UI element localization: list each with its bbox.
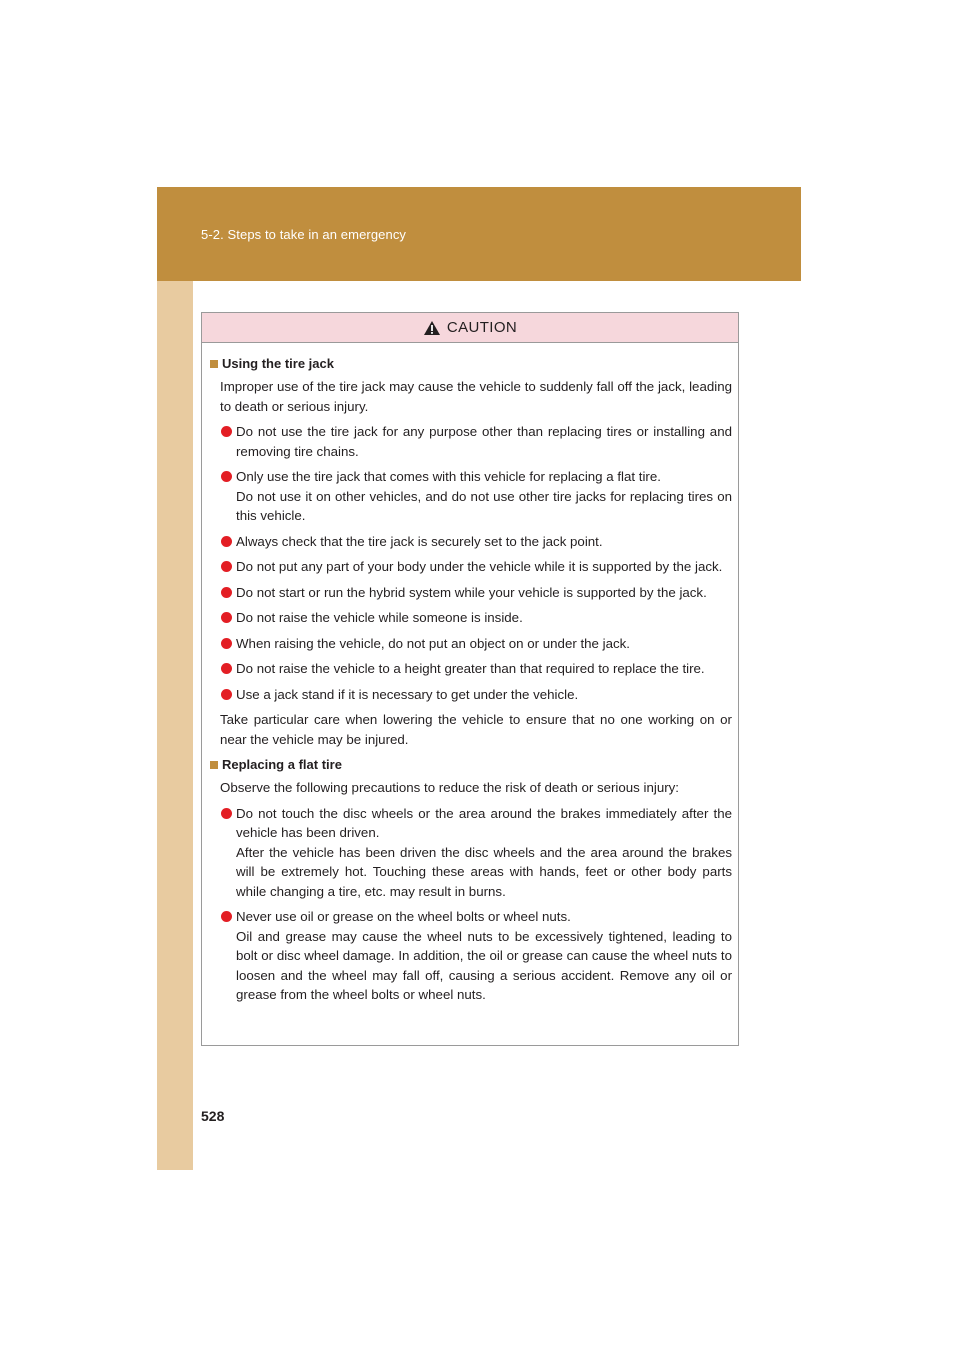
bullet-text: Do not raise the vehicle to a height greater than that required to replace the tire. bbox=[236, 661, 705, 676]
bullet-subtext: After the vehicle has been driven the disc wheels and the area around the brakes will be extremely hot. Touching these areas with hands, feet or other body parts while changing a tire, etc. may result in burns. bbox=[236, 844, 732, 899]
list-item bbox=[220, 685, 732, 705]
list-item bbox=[220, 557, 732, 577]
square-bullet-icon bbox=[210, 360, 218, 368]
list-item bbox=[220, 634, 732, 654]
bullet-subtext: Do not use it on other vehicles, and do not use other tire jacks for replacing tires on this vehicle. bbox=[236, 488, 732, 523]
intro-paragraph: Improper use of the tire jack may cause the vehicle to suddenly fall off the jack, leading to death or serious injury. bbox=[220, 379, 732, 414]
section-heading bbox=[210, 354, 732, 373]
bullet-text: Never use oil or grease on the wheel bolts or wheel nuts. bbox=[236, 909, 571, 924]
bullet-text: Do not touch the disc wheels or the area around the brakes immediately after the vehicle has been driven. bbox=[236, 805, 732, 840]
list-item bbox=[220, 907, 732, 1005]
bullet-dot-icon bbox=[221, 471, 232, 482]
bullet-dot-icon bbox=[221, 536, 232, 547]
bullet-dot-icon bbox=[221, 612, 232, 623]
list-item bbox=[220, 583, 732, 603]
bullet-text: Do not put any part of your body under the vehicle while it is supported by the jack. bbox=[236, 559, 723, 574]
caution-body bbox=[202, 343, 738, 1005]
bullet-text: Always check that the tire jack is securely set to the jack point. bbox=[236, 533, 603, 549]
list-item bbox=[220, 608, 732, 628]
list-item bbox=[220, 467, 732, 526]
bullet-dot-icon bbox=[221, 561, 232, 572]
bullet-dot-icon bbox=[221, 638, 232, 649]
bullet-text: Do not use the tire jack for any purpose other than replacing tires or installing and removing tire chains. bbox=[236, 424, 732, 459]
warning-triangle-icon bbox=[423, 320, 441, 336]
bullet-text: When raising the vehicle, do not put an object on or under the jack. bbox=[236, 635, 630, 651]
bullet-subtext: Oil and grease may cause the wheel nuts to be excessively tightened, leading to bolt or disc wheel damage. In addition, the oil or grease can cause the wheel nuts to loosen and the wheel may fall off, causing a serious accident. Remove any oil or grease from the wheel bolts or wheel nuts. bbox=[236, 928, 732, 1002]
intro-paragraph: Observe the following precautions to reduce the risk of death or serious injury: bbox=[220, 780, 679, 795]
bullet-dot-icon bbox=[221, 911, 232, 922]
section-heading bbox=[210, 755, 732, 774]
bullet-dot-icon bbox=[221, 587, 232, 598]
bullet-text: Do not raise the vehicle while someone is inside. bbox=[236, 610, 523, 625]
list-item bbox=[220, 804, 732, 902]
list-item bbox=[220, 659, 732, 679]
heading-text: Replacing a flat tire bbox=[222, 757, 342, 772]
page-sidebar bbox=[157, 187, 193, 1170]
outro-paragraph: Take particular care when lowering the vehicle to ensure that no one working on or near the vehicle may be injured. bbox=[220, 712, 732, 747]
list-item bbox=[220, 532, 732, 552]
caution-title: CAUTION bbox=[446, 319, 518, 336]
bullet-dot-icon bbox=[221, 808, 232, 819]
caution-box bbox=[201, 312, 739, 1046]
heading-text: Using the tire jack bbox=[222, 356, 334, 371]
section-title: 5-2. Steps to take in an emergency bbox=[201, 227, 407, 242]
bullet-text: Do not start or run the hybrid system while your vehicle is supported by the jack. bbox=[236, 584, 707, 600]
bullet-dot-icon bbox=[221, 689, 232, 700]
caution-header bbox=[202, 313, 738, 343]
list-item bbox=[220, 422, 732, 461]
page-number: 528 bbox=[201, 1108, 225, 1124]
bullet-dot-icon bbox=[221, 663, 232, 674]
bullet-text: Only use the tire jack that comes with this vehicle for replacing a flat tire. bbox=[236, 469, 661, 484]
bullet-dot-icon bbox=[221, 426, 232, 437]
bullet-text: Use a jack stand if it is necessary to get under the vehicle. bbox=[236, 686, 579, 702]
square-bullet-icon bbox=[210, 761, 218, 769]
